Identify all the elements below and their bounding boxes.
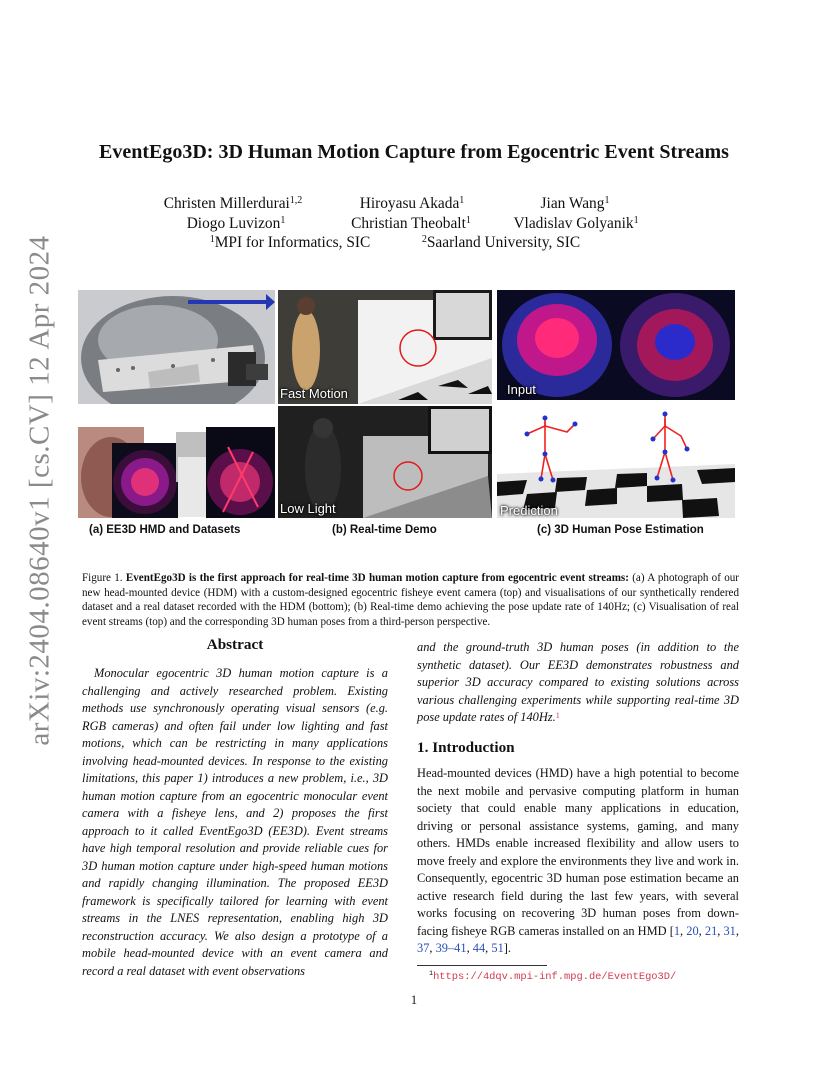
citation-link[interactable]: 20 — [686, 923, 699, 938]
paper-title: EventEgo3D: 3D Human Motion Capture from Egocentric Event Streams — [99, 141, 729, 163]
author-row-1 — [60, 194, 768, 214]
fast-motion-label: Fast Motion — [280, 386, 348, 401]
citation-link[interactable]: 44 — [472, 941, 486, 955]
author: Christen Millerdurai$^{1,2}$ — [163, 195, 303, 212]
figure-1 — [78, 290, 736, 545]
author-block — [60, 194, 768, 253]
low-light-frame — [278, 406, 492, 518]
right-column — [417, 639, 739, 986]
footnote-link[interactable]: https://4dqv.mpi-inf.mpg.de/EventEgo3D/ — [433, 970, 677, 983]
footnote-rule — [417, 965, 547, 966]
affiliation: $^1$MPI for Informatics, SIC — [209, 234, 371, 252]
page-number: 1 — [410, 993, 418, 1007]
affiliation: $^2$Saarland University, SIC — [421, 234, 581, 252]
author: Diogo Luvizon$^1$ — [186, 214, 286, 232]
author-row-2 — [60, 214, 768, 234]
author: Jian Wang$^1$ — [540, 195, 610, 212]
author: Vladislav Golyanik$^1$ — [513, 214, 639, 232]
citation-link[interactable]: 31 — [723, 923, 736, 938]
caption-bold: EventEgo3D is the first approach for real-time 3D human motion capture from egocentric event streams: — [125, 572, 629, 584]
abstract-heading: Abstract — [206, 636, 264, 653]
figure-caption — [82, 571, 739, 629]
input-label: Input — [507, 382, 536, 397]
left-column — [82, 635, 388, 980]
introduction-heading: 1. Introduction — [417, 738, 515, 756]
pose-prediction-render — [497, 404, 735, 518]
arxiv-id-text: arXiv:2404.08640v1 [cs.CV] 12 Apr 2024 — [23, 234, 56, 746]
subcaption-c: (c) 3D Human Pose Estimation — [537, 524, 704, 536]
citation-link[interactable]: 1 — [673, 923, 681, 938]
citation-link[interactable]: 39–41 — [435, 941, 467, 955]
subcaption-a: (a) EE3D HMD and Datasets — [89, 524, 241, 536]
abstract-continued: and the ground-truth 3D human poses (in addition to the synthetic dataset). Our EE3D demonstrates robustness and superior 3D accuracy compared to existing solutions across various challenging experiments while supporting real-time 3D pose update rates of 140Hz.$^1$ — [417, 640, 739, 724]
affiliation-row — [60, 233, 768, 253]
citation-link[interactable]: 37 — [417, 941, 430, 955]
citation-link[interactable]: 21 — [704, 923, 718, 938]
arxiv-identifier — [18, 234, 62, 746]
citation-link[interactable]: 51 — [491, 941, 504, 955]
footnote-marker: 1 — [555, 710, 560, 720]
low-light-label: Low Light — [280, 501, 336, 516]
prediction-label: Prediction — [500, 503, 558, 518]
subcaption-b: (b) Real-time Demo — [332, 524, 437, 536]
introduction-body: Head-mounted devices (HMD) have a high potential to become the next mobile and pervasive computing platform in human society that could enable many applications in education, driving or personal assistance systems, gaming, and many others. HMDs enable increased flexibility and allow users to move freely and explore the environments they live and work in. Consequently, egocentric 3D human pose estimation became an active research field during the last few years, with several works focusing on recovering 3D human poses from down-facing fisheye RGB cameras installed on an HMD [1, 20, 21, 31, 37, 39–41, 44, 51]. — [417, 766, 739, 955]
input-event-streams — [497, 290, 735, 400]
caption-text: (a) A photograph of our new head-mounted device (HDM) with a custom-designed egocentric fisheye event camera (top) and visualisations of our synthetically rendered dataset and a real dataset recorded with the HDM (bottom); (b) Real-time demo achieving the pose update rate of 140Hz; (c) Visualisation of real event streams (top) and the corresponding 3D human poses from a third-person perspective. — [82, 572, 739, 628]
footnote: $^1$https://4dqv.mpi-inf.mpg.de/EventEgo3D/ — [429, 970, 677, 983]
hmd-photo — [78, 290, 275, 404]
dataset-visualisations — [78, 427, 275, 518]
fast-motion-frame — [278, 290, 492, 404]
abstract-body: Monocular egocentric 3D human motion capture is a challenging and actively researched problem. Existing methods use synchronously operating visual sensors (e.g. RGB cameras) and often fail under low lighting and fast motions, which can be restricting in many applications involving head-mounted devices. In response to the existing limitations, this paper 1) introduces a new problem, i.e., 3D human motion capture from an egocentric monocular event camera with a fisheye lens, and 2) proposes the first approach to it called EventEgo3D (EE3D). Event streams have high temporal resolution and provide reliable cues for 3D human motion capture under high-speed human motions and rapidly changing illumination. The proposed EE3D framework is specifically tailored for learning with event streams in the LNES representation, enabling high 3D reconstruction accuracy. We also design a prototype of a mobile head-mounted device with an event camera and record a real dataset with event observations — [82, 666, 388, 978]
author: Hiroyasu Akada$^1$ — [359, 195, 465, 212]
author: Christian Theobalt$^1$ — [351, 214, 471, 232]
caption-label: Figure 1. — [82, 572, 123, 584]
